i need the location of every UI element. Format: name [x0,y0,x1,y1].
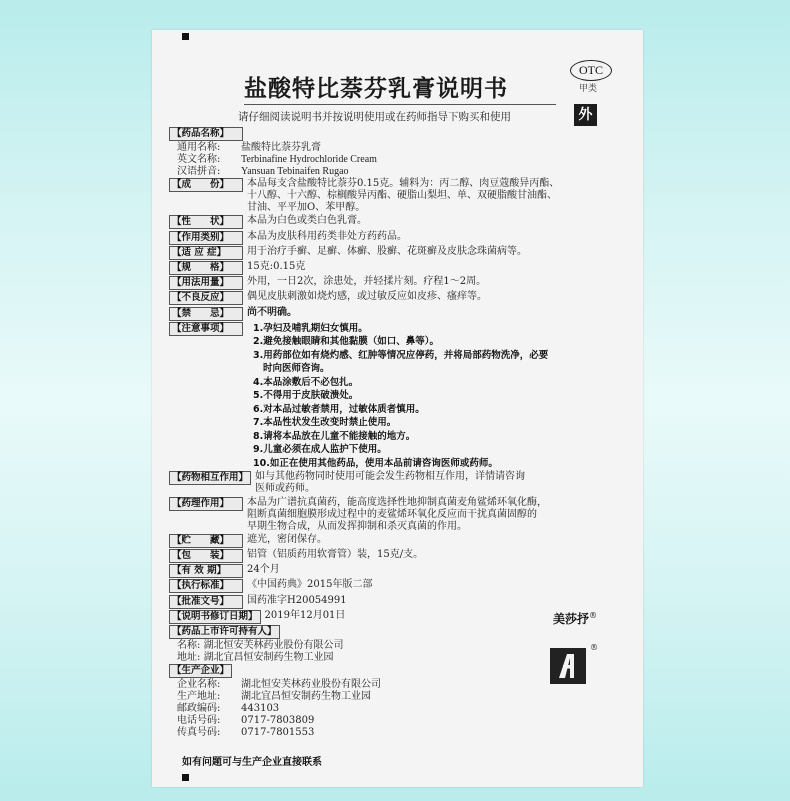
standard-section: 【执行标准】 《中国药典》2015年版二部 [169,579,631,593]
manufacturer-section: 【生产企业】 [169,664,631,678]
usage-advice: 请仔细阅读说明书并按说明使用或在药师指导下购买和使用 [238,111,511,123]
category-section: 【作用类别】 本品为皮肤科用药类非处方药药品。 [169,231,631,245]
list-item: 5.不得用于皮肤破溃处。 [253,390,359,402]
list-item: 1.孕妇及哺乳期妇女慎用。 [253,322,368,334]
registration-mark [182,774,189,781]
revision-section: 【说明书修订日期】 2019年12月01日 [169,610,631,624]
external-use-badge: 外 [574,104,597,126]
registration-mark [182,33,189,40]
validity-section: 【有 效 期】 24个月 [169,564,631,578]
usage-section: 【用法用量】 外用，一日2次，涂患处，并轻揉片刻。疗程1～2周。 [169,276,631,290]
package-section: 【包 装】 铝管（铝质药用软膏管）装，15克/支。 [169,549,631,563]
composition-section: 【成 份】 本品每支含盐酸特比萘芬0.15克。辅料为：丙二醇、肉豆蔻酸异丙酯、 十八醇、十六醇、棕榈酸异丙酯、硬脂山梨坦、单、双硬脂酸甘油酯、 甘油、平平加O、苯甲醇。 [169,178,631,214]
footer-contact-note: 如有问题可与生产企业直接联系 [182,757,322,768]
generic-name: 盐酸特比萘芬乳膏 [241,142,321,154]
list-item: 3.用药部位如有烧灼感、红肿等情况应停药，并将局部药物洗净，必要 [253,349,549,361]
indications-section: 【适 应 症】 用于治疗手癣、足癣、体癣、股癣、花斑癣及皮肤念珠菌病等。 [169,246,631,260]
document-title: 盐酸特比萘芬乳膏说明书 [244,70,556,105]
approval-section: 【批准文号】 国药准字H20054991 [169,595,631,609]
holder-address-row: 地址: 湖北宜昌恒安制药生物工业园 [177,652,334,664]
holder-name-row: 名称: 湖北恒安芙林药业股份有限公司 [177,640,344,652]
list-item: 7.本品性状发生改变时禁止使用。 [253,417,397,429]
list-item: 2.避免接触眼睛和其他黏膜（如口、鼻等）。 [253,336,439,348]
english-name: Terbinafine Hydrochloride Cream [241,154,377,166]
english-name-row: 英文名称: Terbinafine Hydrochloride Cream [177,154,377,166]
interactions-section: 【药物相互作用】 如与其他药物同时使用可能会发生药物相互作用，详情请咨询 医师或药师。 [169,471,631,495]
adverse-section: 【不良反应】 偶见皮肤刺激如烧灼感，或过敏反应如皮疹、瘙痒等。 [169,291,631,305]
list-item: 时向医师咨询。 [263,363,330,375]
manufacturer-row: 电话号码: 0717-7803809 [177,715,315,727]
list-item: 4.本品涂敷后不必包扎。 [253,376,359,388]
pinyin-row: 汉语拼音: Yansuan Tebinaifen Rugao [177,166,349,178]
manufacturer-row: 传真号码: 0717-7801553 [177,727,315,739]
holder-section: 【药品上市许可持有人】 [169,625,631,639]
brand-name: 美莎抒® [553,611,598,626]
drug-name-section [169,127,631,141]
spec-section: 【规 格】 15克:0.15克 [169,261,631,275]
precautions-list [243,322,631,471]
storage-section: 【贮 藏】 遮光，密闭保存。 [169,534,631,548]
list-item: 6.对本品过敏者禁用，过敏体质者慎用。 [253,403,425,415]
list-item: 9.儿童必须在成人监护下使用。 [253,444,387,456]
properties-section: 【性 状】 本品为白色或类白色乳膏。 [169,215,631,229]
contraindications-section: 【禁 忌】 尚不明确。 [169,307,631,321]
otc-badge: OTC [570,60,612,81]
manufacturer-row: 邮政编码: 443103 [177,703,280,715]
leaflet-sheet [152,30,643,787]
precautions-section: 【注意事项】 1.孕妇及哺乳期妇女慎用。 2.避免接触眼睛和其他黏膜（如口、鼻等）。 3.用药部位如有烧灼感、红肿等情况应停药，并将局部药物洗净，必要 时向医师咨询。 4.本品涂敷后不必包扎。 5.不得用于皮肤破溃处。 6.对本品过敏者禁用，过敏体质者慎用。 7.本品性状发生改变时禁止使用。 8.请将本品放在儿童不能接触的地方。 9.儿童必须在成人监护下使用。 10.如正在使用其他药品，使用本品前请咨询医师或药师。 [169,322,631,471]
manufacturer-row: 生产地址: 湖北宜昌恒安制药生物工业园 [177,691,371,703]
otc-class-label: 甲类 [579,84,598,94]
logo-registered-mark: ® [590,643,598,652]
pinyin-name: Yansuan Tebinaifen Rugao [241,166,349,178]
manufacturer-row: 企业名称: 湖北恒安芙林药业股份有限公司 [177,679,381,691]
pharmacology-section: 【药理作用】 本品为广谱抗真菌药，能高度选择性地抑制真菌麦角鲨烯环氧化酶， 阻断真菌细胞膜形成过程中的麦鲨烯环氧化反应而干扰真菌固醇的 早期生物合成，从而发挥抑制和杀灭真菌的作用。 [169,497,631,533]
list-item: 8.请将本品放在儿童不能接触的地方。 [253,430,416,442]
hengan-logo-icon [550,648,586,684]
section-label: 【药品名称】 [169,127,243,141]
generic-name-row: 通用名称: 盐酸特比萘芬乳膏 [177,142,321,154]
list-item: 10.如正在使用其他药品，使用本品前请咨询医师或药师。 [253,457,498,469]
